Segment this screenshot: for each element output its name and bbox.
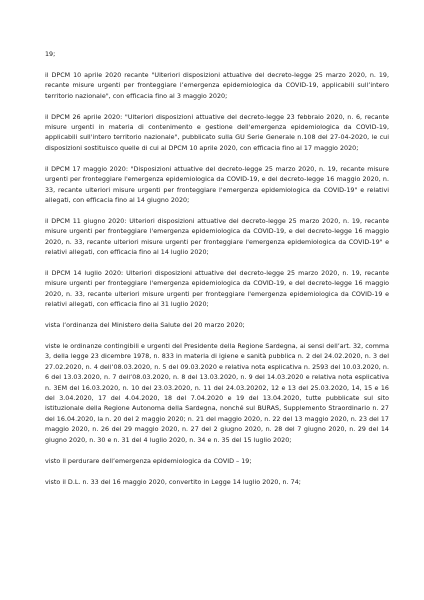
paragraph-dpcm-10-aprile: il DPCM 10 aprile 2020 recante "Ulteriori disposizioni attuative del decreto-legge 25 marzo 2020, n. 19, recante misure urgenti per fronteggiare l’emergenza epidemiologica da COVID-19, applicabili sull’intero territorio nazionale", con efficacia fino al 3 maggio 2020; [45, 71, 389, 100]
document-body [45, 50, 389, 498]
paragraph-perdurare-emergenza: visto il perdurare dell’emergenza epidemiologica da COVID – 19; [45, 457, 252, 465]
paragraph-ordinanza-ministero: vista l’ordinanza del Ministero della Salute del 20 marzo 2020; [45, 322, 245, 330]
paragraph-dpcm-11-giugno: il DPCM 11 giugno 2020: Ulteriori disposizioni attuative del decreto-legge 25 marzo 2020, n. 19, recante misure urgenti per fronteggiare l'emergenza epidemiologica da COVID-19, e del decreto-legge 16 maggio 2020, n. 33, recante ulteriori misure urgenti per fronteggiare l'emergenza epidemiologica da COVID-19" e relativi allegati, con efficacia fino al 14 luglio 2020; [45, 217, 389, 257]
paragraph-dl-33: visto il D.L. n. 33 del 16 maggio 2020, convertito in Legge 14 luglio 2020, n. 74; [45, 478, 301, 486]
paragraph-dpcm-26-aprile: il DPCM 26 aprile 2020: "Ulteriori disposizioni attuative del decreto-legge 23 febbraio 2020, n. 6, recante misure urgenti in materia di contenimento e gestione dell'emergenza epidemiologica da COVID-19, applicabili sull'intero territorio nazionale", pubblicato sulla GU Serie Generale n.108 del 27-04-2020, le cui disposizioni sostituisco quelle di cui al DPCM 10 aprile 2020, con efficacia fino al 17 maggio 2020; [45, 113, 389, 152]
paragraph-continuation: 19; [45, 51, 56, 58]
paragraph-ordinanze-regione: viste le ordinanze contingibili e urgenti del Presidente della Regione Sardegna, ai sensi dell’art. 32, comma 3, della legge 23 dicembre 1978, n. 833 in materia di igiene e sanità pubblica n. 2 del 24.02.2020, n. 3 del 27.02.2020, n. 4 dell’08.03.2020, n. 5 del 09.03.2020 e relativa nota esplicativa n. 2593 del 10.03.2020, n. 6 del 13.03.2020, n. 7 dell’08.03.2020, n. 8 del 13.03.2020, n. 9 del 14.03.2020 e relativa nota esplicativa n. 3EM del 16.03.2020, n. 10 del 23.03.2020, n. 11 del 24.03.20202, 12 e 13 del 25.03.2020, 14, 15 e 16 del 3.04.2020, 17 del 4.04.2020, 18 del 7.04.2020 e 19 del 13.04.2020, tutte pubblicate sul sito istituzionale della Regione Autonoma della Sardegna, nonché sul BURAS, Supplemento Straordinario n. 27 del 16.04.2020, la n. 20 del 2 maggio 2020; n. 21 del maggio 2020, n. 22 del 13 maggio 2020, n. 23 del 17 maggio 2020, n. 26 del 29 maggio 2020, n. 27 del 2 giugno 2020, n. 28 del 7 giugno 2020, n. 29 del 14 giugno 2020, n. 30 e n. 31 del 4 luglio 2020, n. 34 e n. 35 del 15 luglio 2020; [45, 343, 389, 444]
paragraph-dpcm-17-maggio: il DPCM 17 maggio 2020: "Disposizioni attuative del decreto-legge 25 marzo 2020, n. 19, recante misure urgenti per fronteggiare l'emergenza epidemiologica da COVID-19, e del decreto-legge 16 maggio 2020, n. 33, recante ulteriori misure urgenti per fronteggiare l'emergenza epidemiologica da COVID-19" e relativi allegati, con efficacia fino al 14 giugno 2020; [45, 165, 389, 204]
paragraph-dpcm-14-luglio: il DPCM 14 luglio 2020: Ulteriori disposizioni attuative del decreto-legge 25 marzo 2020, n. 19, recante misure urgenti per fronteggiare l'emergenza epidemiologica da COVID-19, e del decreto-legge 16 maggio 2020, n. 33, recante ulteriori misure urgenti per fronteggiare l'emergenza epidemiologica da COVID-19 e relativi allegati, con efficacia fino al 31 luglio 2020; [45, 270, 389, 309]
